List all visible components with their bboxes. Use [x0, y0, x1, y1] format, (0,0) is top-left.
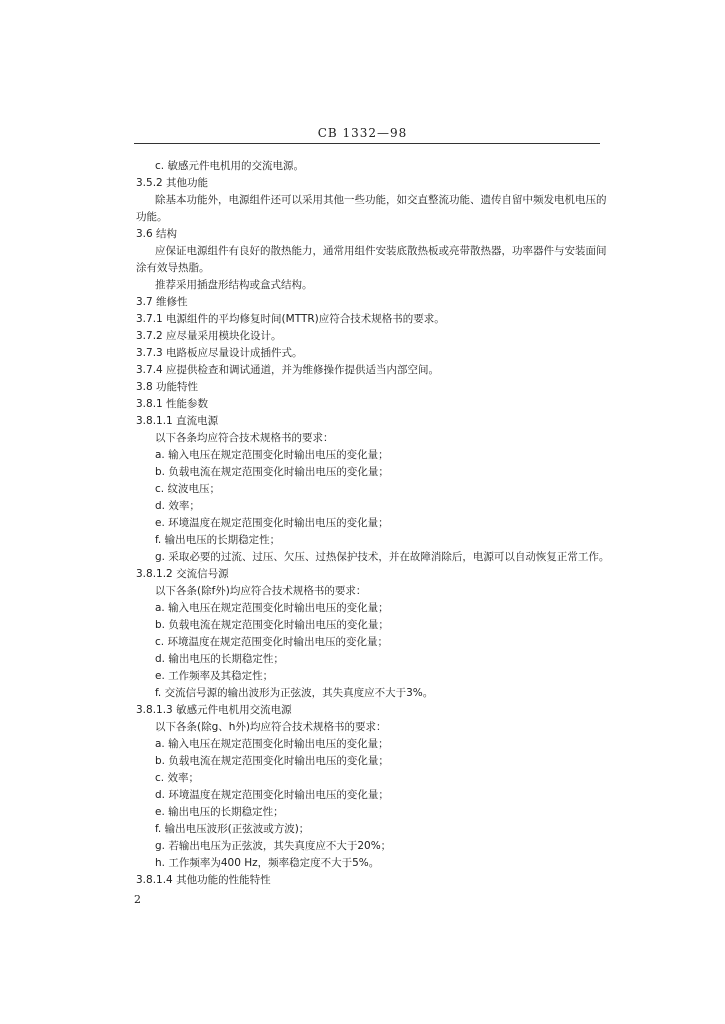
list-item: c. 环境温度在规定范围变化时输出电压的变化量；: [155, 636, 388, 648]
list-item: b. 负载电流在规定范围变化时输出电压的变化量；: [155, 466, 389, 478]
text-line: 以下各条均应符合技术规格书的要求：: [155, 432, 334, 444]
text-line: 以下各条(除g、h外)均应符合技术规格书的要求：: [155, 721, 387, 733]
text-line: 3.7.1 电源组件的平均修复时间(MTTR)应符合技术规格书的要求。: [136, 313, 445, 325]
text-line: 推荐采用插盘形结构或盒式结构。: [155, 279, 313, 291]
list-item: a. 输入电压在规定范围变化时输出电压的变化量；: [155, 602, 389, 614]
text-line: 涂有效导热脂。: [136, 262, 210, 274]
list-item: a. 输入电压在规定范围变化时输出电压的变化量；: [155, 449, 389, 461]
page-number: 2: [134, 893, 141, 906]
section-heading: 3.5.2 其他功能: [136, 177, 209, 189]
text-line: 除基本功能外，电源组件还可以采用其他一些功能，如交直整流功能、遗传自留中频发电机电压的: [155, 194, 607, 206]
text-line: 功能。: [136, 211, 168, 223]
text-line: 以下各条(除f外)均应符合技术规格书的要求：: [155, 585, 367, 597]
list-item: h. 工作频率为400 Hz，频率稳定度不大于5%。: [155, 857, 380, 869]
list-item: e. 工作频率及其稳定性；: [155, 670, 274, 682]
list-item: e. 环境温度在规定范围变化时输出电压的变化量；: [155, 517, 389, 529]
page-header-code: CB 1332—98: [317, 126, 408, 140]
list-item: g. 若输出电压为正弦波，其失真度应不大于20%；: [155, 840, 392, 852]
text-line: 3.7.4 应提供检查和调试通道，并为维修操作提供适当内部空间。: [136, 364, 440, 376]
section-heading: 3.6 结构: [136, 228, 178, 240]
text-line: 应保证电源组件有良好的散热能力，通常用组件安装底散热板或亮带散热器，功率器件与安装面间: [155, 245, 607, 257]
section-heading: 3.8.1.3 敏感元件电机用交流电源: [136, 704, 292, 716]
section-heading: 3.8.1.2 交流信号源: [136, 568, 229, 580]
list-item: d. 环境温度在规定范围变化时输出电压的变化量；: [155, 789, 389, 801]
section-heading: 3.8.1 性能参数: [136, 398, 209, 410]
section-heading: 3.8.1.1 直流电源: [136, 415, 219, 427]
section-heading: 3.8.1.4 其他功能的性能特性: [136, 874, 271, 886]
list-item: f. 交流信号源的输出波形为正弦波，其失真度应不大于3%。: [155, 687, 434, 699]
text-line: 3.7.2 应尽量采用模块化设计。: [136, 330, 282, 342]
text-line: 3.7.3 电路板应尽量设计成插件式。: [136, 347, 303, 359]
header-divider: [134, 143, 600, 144]
list-item: b. 负载电流在规定范围变化时输出电压的变化量；: [155, 755, 389, 767]
section-heading: 3.7 维修性: [136, 296, 188, 308]
text-line: c. 敏感元件电机用的交流电源。: [155, 160, 304, 172]
list-item: b. 负载电流在规定范围变化时输出电压的变化量；: [155, 619, 389, 631]
list-item: f. 输出电压波形(正弦波或方波)；: [155, 823, 310, 835]
list-item: f. 输出电压的长期稳定性；: [155, 534, 281, 546]
section-heading: 3.8 功能特性: [136, 381, 199, 393]
list-item: c. 纹波电压；: [155, 483, 220, 495]
list-item: c. 效率；: [155, 772, 199, 784]
list-item: d. 效率；: [155, 500, 200, 512]
list-item: e. 输出电压的长期稳定性；: [155, 806, 284, 818]
list-item: a. 输入电压在规定范围变化时输出电压的变化量；: [155, 738, 389, 750]
list-item: d. 输出电压的长期稳定性；: [155, 653, 284, 665]
list-item: g. 采取必要的过流、过压、欠压、过热保护技术，并在故障消除后，电源可以自动恢复正常工作。: [155, 551, 610, 563]
